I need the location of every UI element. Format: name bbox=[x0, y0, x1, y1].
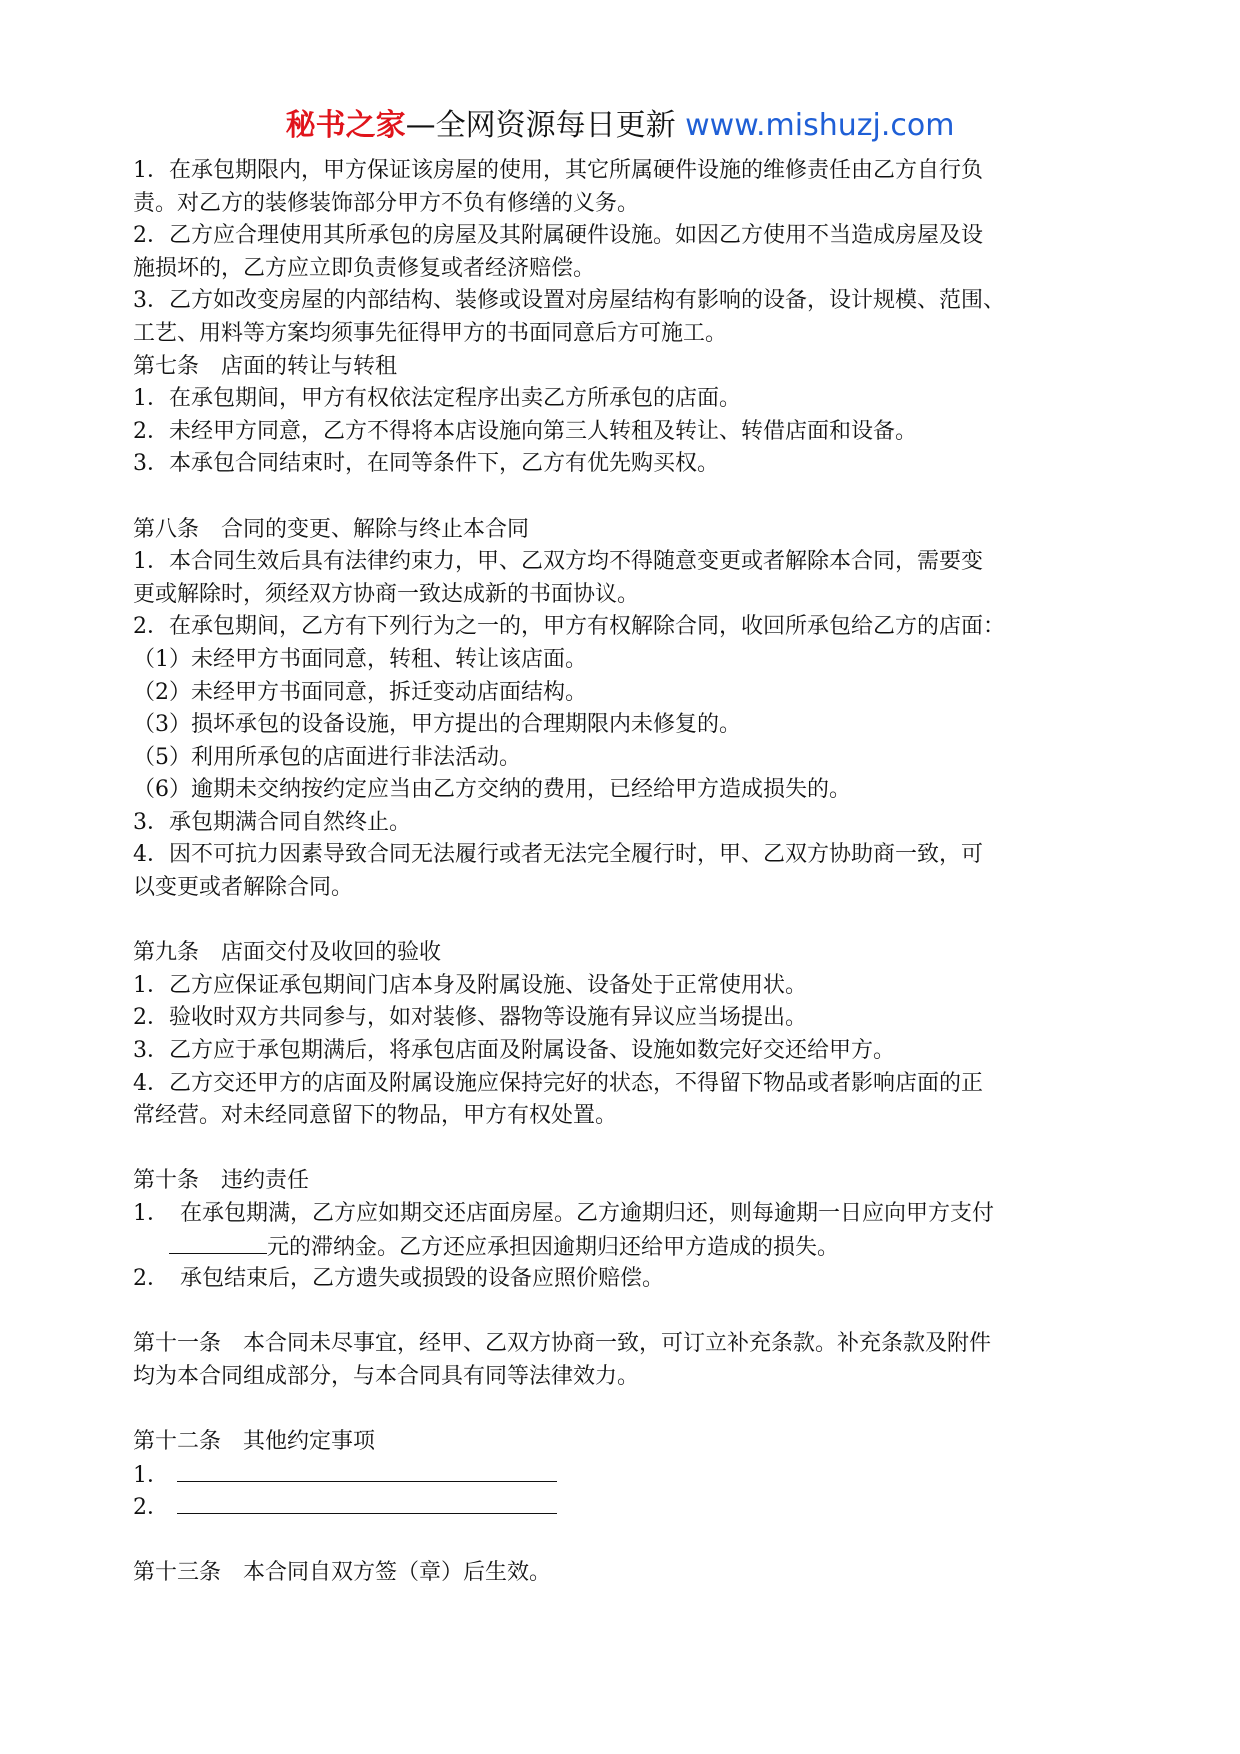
text-line: 第七条 店面的转让与转租 bbox=[133, 353, 398, 379]
text-line: 第十二条 其他约定事项 bbox=[133, 1429, 376, 1455]
text-line: 3．本承包合同结束时，在同等条件下，乙方有优先购买权。 bbox=[133, 451, 719, 477]
text-line: 3．承包期满合同自然终止。 bbox=[133, 809, 411, 835]
late-fee-line bbox=[133, 1231, 1123, 1264]
other-item-number: 2． bbox=[133, 1495, 169, 1521]
text-line: 2．乙方应合理使用其所承包的房屋及其附属硬件设施。如因乙方使用不当造成房屋及设 bbox=[133, 223, 983, 249]
blank-line-field[interactable] bbox=[177, 1491, 557, 1514]
text-line: 均为本合同组成部分，与本合同具有同等法律效力。 bbox=[133, 1363, 640, 1389]
text-line: 3．乙方如改变房屋的内部结构、装修或设置对房屋结构有影响的设备，设计规模、范围、 bbox=[133, 288, 1006, 314]
text-line: 更或解除时，须经双方协商一致达成新的书面协议。 bbox=[133, 581, 640, 607]
other-item bbox=[133, 1491, 1123, 1524]
text-line: （2）未经甲方书面同意，拆迁变动店面结构。 bbox=[133, 679, 587, 705]
site-slogan: —全网资源每日更新 bbox=[405, 108, 686, 143]
other-item-number: 1． bbox=[133, 1462, 169, 1488]
text-line: 3．乙方应于承包期满后，将承包店面及附属设备、设施如数完好交还给甲方。 bbox=[133, 1038, 895, 1064]
contract-body bbox=[133, 155, 1123, 1589]
text-line: 4．乙方交还甲方的店面及附属设施应保持完好的状态，不得留下物品或者影响店面的正 bbox=[133, 1070, 983, 1096]
text-line: 2．未经甲方同意，乙方不得将本店设施向第三人转租及转让、转借店面和设备。 bbox=[133, 418, 917, 444]
text-line: 第十三条 本合同自双方签（章）后生效。 bbox=[133, 1559, 552, 1585]
blank-line-field[interactable] bbox=[177, 1459, 557, 1482]
text-line: （3）损坏承包的设备设施，甲方提出的合理期限内未修复的。 bbox=[133, 712, 741, 738]
text-line: 以变更或者解除合同。 bbox=[133, 875, 354, 901]
blank-line bbox=[133, 1296, 1123, 1329]
site-brand: 秘书之家 bbox=[285, 108, 406, 143]
blank-line bbox=[133, 905, 1123, 938]
late-fee-text: 元的滞纳金。乙方还应承担因逾期归还给甲方造成的损失。 bbox=[267, 1234, 840, 1260]
text-line: 2．验收时双方共同参与，如对装修、器物等设施有异议应当场提出。 bbox=[133, 1005, 807, 1031]
text-line: 第九条 店面交付及收回的验收 bbox=[133, 940, 442, 966]
text-line: 第八条 合同的变更、解除与终止本合同 bbox=[133, 516, 530, 542]
text-line: 常经营。对未经同意留下的物品，甲方有权处置。 bbox=[133, 1103, 618, 1129]
text-line: 第十条 违约责任 bbox=[133, 1168, 310, 1194]
site-header bbox=[0, 100, 1240, 144]
text-line: 责。对乙方的装修装饰部分甲方不负有修缮的义务。 bbox=[133, 190, 640, 216]
text-line: 1．本合同生效后具有法律约束力，甲、乙双方均不得随意变更或者解除本合同，需要变 bbox=[133, 549, 983, 575]
text-line: （1）未经甲方书面同意，转租、转让该店面。 bbox=[133, 646, 587, 672]
blank-line bbox=[133, 1133, 1123, 1166]
blank-line bbox=[133, 1394, 1123, 1427]
text-line: （6）逾期未交纳按约定应当由乙方交纳的费用，已经给甲方造成损失的。 bbox=[133, 777, 851, 803]
text-line: 1．在承包期限内，甲方保证该房屋的使用，其它所属硬件设施的维修责任由乙方自行负 bbox=[133, 158, 983, 183]
blank-amount-field[interactable] bbox=[169, 1231, 267, 1254]
text-line: 1． 在承包期满，乙方应如期交还店面房屋。乙方逾期归还，则每逾期一日应向甲方支付 bbox=[133, 1201, 995, 1226]
text-line: 1．在承包期间，甲方有权依法定程序出卖乙方所承包的店面。 bbox=[133, 386, 741, 412]
blank-line bbox=[133, 481, 1123, 514]
text-line: 2．在承包期间，乙方有下列行为之一的，甲方有权解除合同，收回所承包给乙方的店面： bbox=[133, 614, 1006, 640]
text-line: （5）利用所承包的店面进行非法活动。 bbox=[133, 744, 521, 770]
text-line: 工艺、用料等方案均须事先征得甲方的书面同意后方可施工。 bbox=[133, 320, 728, 346]
text-line: 2． 承包结束后，乙方遗失或损毁的设备应照价赔偿。 bbox=[133, 1266, 664, 1292]
text-line: 第十一条 本合同未尽事宜，经甲、乙双方协商一致，可订立补充条款。补充条款及附件 bbox=[133, 1331, 992, 1357]
blank-line bbox=[133, 1524, 1123, 1557]
text-line: 4．因不可抗力因素导致合同无法履行或者无法完全履行时，甲、乙双方协助商一致，可 bbox=[133, 842, 983, 868]
other-item bbox=[133, 1459, 1123, 1492]
site-url[interactable]: www.mishuzj.com bbox=[685, 108, 955, 143]
text-line: 1．乙方应保证承包期间门店本身及附属设施、设备处于正常使用状。 bbox=[133, 972, 807, 998]
text-line: 施损坏的，乙方应立即负责修复或者经济赔偿。 bbox=[133, 255, 596, 281]
